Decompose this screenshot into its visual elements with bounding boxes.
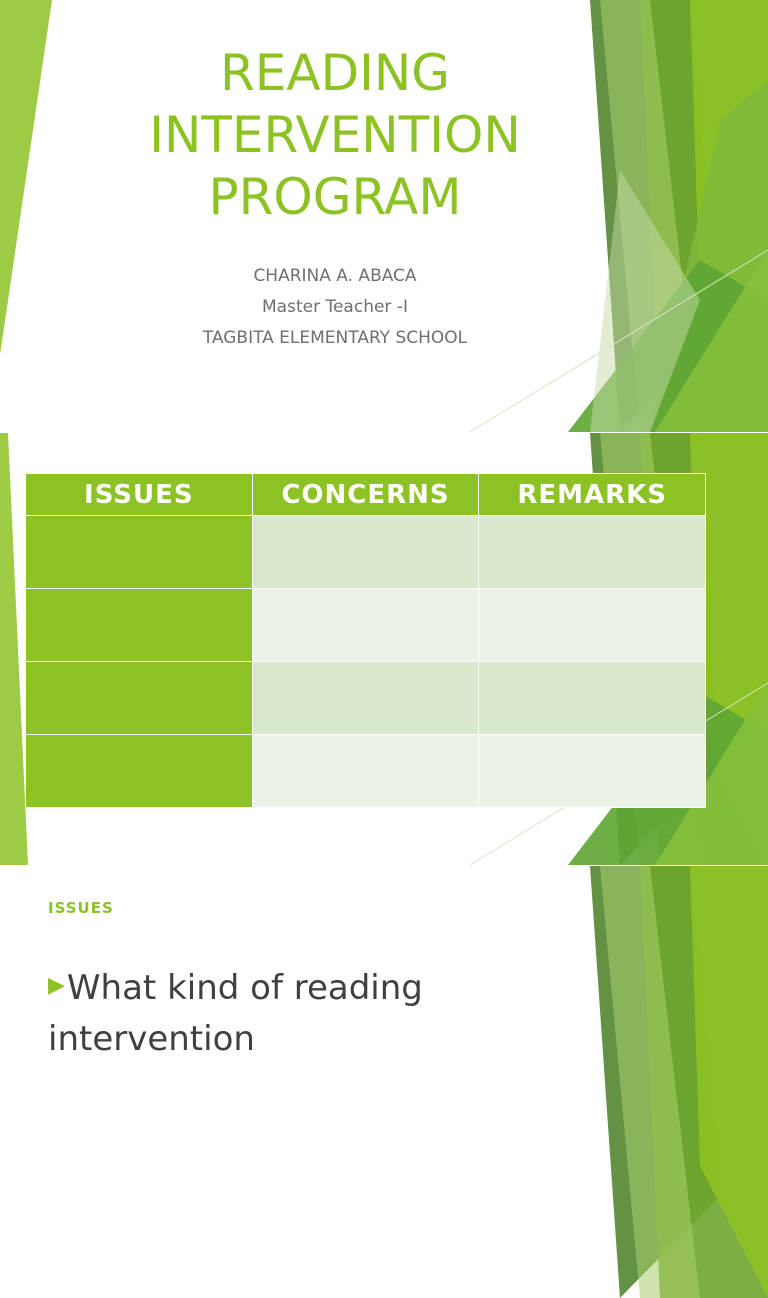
table-cell	[479, 516, 706, 589]
section-heading: ISSUES	[48, 899, 114, 917]
slide-subtitle	[90, 261, 580, 354]
triangle-bullet-icon: ▶	[48, 973, 65, 998]
header-remarks: REMARKS	[479, 474, 706, 516]
table-header-row	[26, 474, 706, 516]
title-line-2: INTERVENTION	[149, 106, 521, 164]
issues-slide	[0, 866, 768, 1059]
author-name: CHARINA A. ABACA	[253, 266, 417, 286]
title-line-3: PROGRAM	[208, 168, 462, 226]
table-cell	[26, 662, 253, 735]
slide-title	[90, 42, 580, 228]
green-facet-background	[0, 866, 768, 1298]
table-cell	[479, 662, 706, 735]
table-cell	[26, 516, 253, 589]
table-row	[26, 662, 706, 735]
author-position: Master Teacher -I	[262, 297, 408, 317]
table-row	[26, 516, 706, 589]
header-concerns: CONCERNS	[252, 474, 479, 516]
header-issues: ISSUES	[26, 474, 253, 516]
table-row	[26, 589, 706, 662]
table-cell	[252, 662, 479, 735]
issues-table-container	[25, 473, 706, 807]
title-line-1: READING	[220, 44, 450, 102]
table-cell	[252, 589, 479, 662]
table-cell	[252, 735, 479, 808]
table-cell	[479, 735, 706, 808]
table-cell	[26, 735, 253, 808]
table-row	[26, 735, 706, 808]
table-cell	[26, 589, 253, 662]
table-slide	[0, 433, 768, 865]
table-cell	[479, 589, 706, 662]
school-name: TAGBITA ELEMENTARY SCHOOL	[202, 328, 468, 348]
issues-table	[25, 473, 706, 808]
title-slide	[0, 0, 768, 432]
bullet-text: What kind of reading intervention	[48, 968, 423, 1059]
table-cell	[252, 516, 479, 589]
bullet-item	[48, 965, 608, 1062]
